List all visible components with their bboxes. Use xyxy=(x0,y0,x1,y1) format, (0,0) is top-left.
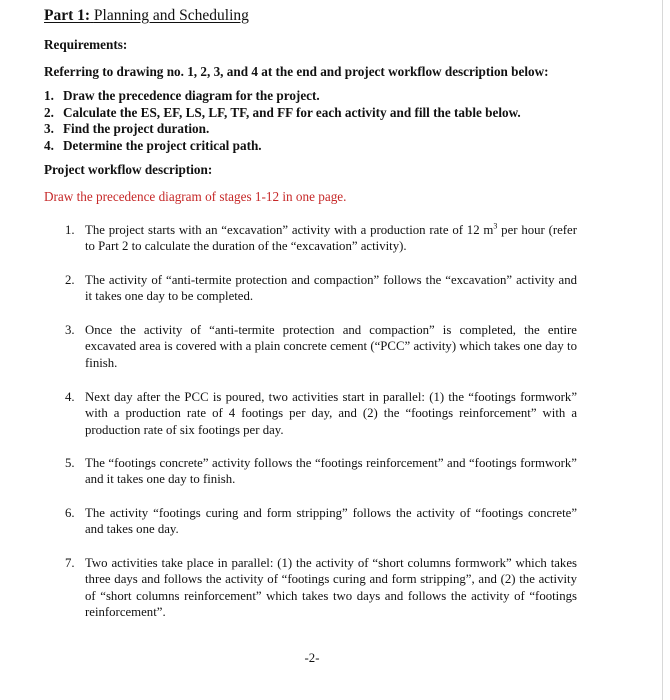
step-text-part: per hour (refer to Part 2 to calculate the duration of the “excavation” activity). xyxy=(85,223,577,254)
requirements-reference: Referring to drawing no. 1, 2, 3, and 4 at the end and project workflow description below: xyxy=(44,64,549,79)
step-text: Once the activity of “anti-termite protection and compaction” is completed, the entire excavated area is covered with a plain concrete cement (“PCC” activity) which takes one day to finish. xyxy=(85,323,577,370)
step-number: 3. xyxy=(65,323,75,337)
requirement-number: 1. xyxy=(44,88,54,103)
workflow-step xyxy=(65,222,577,255)
workflow-step xyxy=(65,272,577,305)
step-number: 5. xyxy=(65,456,75,470)
step-text: The activity “footings curing and form stripping” follows the activity of “footings concrete” and takes one day. xyxy=(85,506,577,537)
requirement-item xyxy=(44,121,521,138)
requirements-heading: Requirements: xyxy=(44,37,128,52)
workflow-step xyxy=(65,555,577,621)
workflow-step xyxy=(65,322,577,371)
requirement-number: 3. xyxy=(44,121,54,136)
part-title-text: Planning and Scheduling xyxy=(93,7,249,24)
workflow-step xyxy=(65,505,577,538)
superscript: 3 xyxy=(493,221,498,231)
step-text xyxy=(85,222,577,255)
part-title xyxy=(44,7,249,25)
step-text: The “footings concrete” activity follows the “footings reinforcement” and “footings formwork” and it takes one day to finish. xyxy=(85,456,577,487)
workflow-heading: Project workflow description: xyxy=(44,162,213,177)
step-number: 7. xyxy=(65,556,75,570)
step-number: 2. xyxy=(65,273,75,287)
requirement-text: Find the project duration. xyxy=(63,121,210,136)
step-text: Next day after the PCC is poured, two activities start in parallel: (1) the “footings formwork” with a production rate of 4 footings per day, and (2) the “footings reinforcement” with a production rate of six footings per day. xyxy=(85,390,577,437)
requirement-number: 4. xyxy=(44,137,54,153)
step-number: 4. xyxy=(65,390,75,404)
requirement-item xyxy=(44,105,521,122)
page-number: -2- xyxy=(304,651,320,665)
requirement-text: Calculate the ES, EF, LS, LF, TF, and FF for each activity and fill the table below. xyxy=(63,104,521,120)
step-number: 1. xyxy=(65,223,75,237)
part-label: Part 1: xyxy=(44,7,91,24)
step-text: The activity of “anti-termite protection and compaction” follows the “excavation” activity and it takes one day to be completed. xyxy=(85,273,577,304)
workflow-note: Draw the precedence diagram of stages 1-12 in one page. xyxy=(44,189,347,204)
requirement-item xyxy=(44,88,521,105)
step-number: 6. xyxy=(65,506,75,520)
requirement-number: 2. xyxy=(44,104,54,120)
requirement-text: Determine the project critical path. xyxy=(63,137,262,153)
requirement-text: Draw the precedence diagram for the project. xyxy=(63,88,320,103)
requirements-list xyxy=(44,88,521,154)
step-text: Two activities take place in parallel: (1) the activity of “short columns formwork” which takes three days and follows the activity of “footings curing and form stripping”, and (2) the activity of “short columns reinforcement” which takes two days and follows the activity of “footings reinforcement”. xyxy=(85,556,577,620)
requirement-item xyxy=(44,138,521,155)
workflow-step xyxy=(65,455,577,488)
workflow-step xyxy=(65,389,577,438)
step-text-part: The project starts with an “excavation” activity with a production rate of 12 m xyxy=(85,223,494,237)
